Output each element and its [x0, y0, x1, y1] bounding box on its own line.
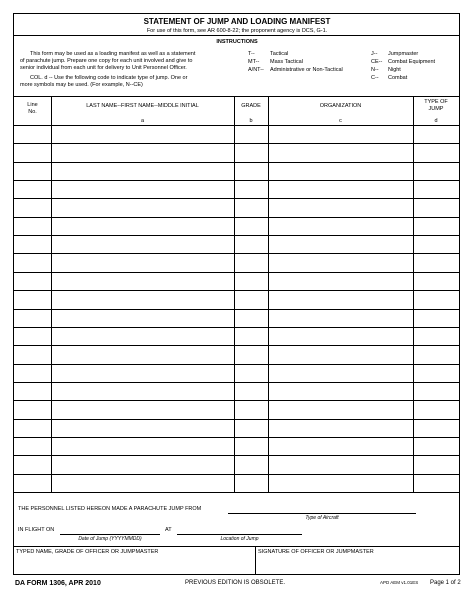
instructions-heading: INSTRUCTIONS [216, 39, 258, 45]
date-of-jump-field[interactable] [60, 534, 160, 535]
divider [13, 546, 460, 547]
col-line-no-header: Line No. [27, 102, 38, 115]
location-of-jump-caption: Location of Jump [220, 536, 259, 542]
table-row[interactable] [13, 272, 460, 273]
table-row[interactable] [13, 217, 460, 218]
table-row[interactable] [13, 437, 460, 438]
edition-note: PREVIOUS EDITION IS OBSOLETE. [185, 580, 286, 586]
column-divider [255, 546, 256, 575]
code-right-3: N-- [371, 67, 379, 73]
form-border [13, 13, 460, 575]
instructions-para2-line1: COL. d -- Use the following code to indicate type of jump. One or [30, 75, 188, 81]
column-divider [51, 96, 52, 492]
column-divider [268, 96, 269, 492]
column-divider [413, 96, 414, 492]
in-flight-on-label: IN FLIGHT ON [18, 527, 55, 533]
col-grade-header: GRADE [241, 103, 261, 109]
jump-statement: THE PERSONNEL LISTED HEREON MADE A PARACHUTE JUMP FROM [18, 506, 202, 512]
table-row[interactable] [13, 400, 460, 401]
location-of-jump-field[interactable] [177, 534, 302, 535]
form-subtitle: For use of this form, see AR 600-8-22; the proponent agency is DCS, G-1. [146, 28, 328, 34]
code-right-4: C-- [371, 75, 379, 81]
table-row[interactable] [13, 125, 460, 126]
type-of-aircraft-caption: Type of Aircraft [305, 515, 339, 521]
code-symbol: T-- [248, 51, 255, 57]
form-code: APD AEM v1.01ES [380, 580, 419, 585]
table-row[interactable] [13, 309, 460, 310]
table-row[interactable] [13, 235, 460, 236]
date-of-jump-caption: Date of Jump (YYYYMMDD) [78, 536, 142, 542]
page-number: Page 1 of 2 [430, 580, 461, 586]
code-left-2-meaning: Mass Tactical [270, 59, 303, 65]
at-label: AT [165, 527, 172, 533]
divider [13, 96, 460, 97]
col-name-letter: a [140, 118, 145, 124]
table-row[interactable] [13, 455, 460, 456]
col-name-header: LAST NAME--FIRST NAME--MIDDLE INITIAL [86, 103, 199, 109]
instructions-para1-line2: of parachute jump. Prepare one copy for each unit involved and give to [20, 58, 193, 64]
table-row[interactable] [13, 419, 460, 420]
code-right-3-meaning: Night [388, 67, 401, 73]
code-left-3: A/NT-- [248, 67, 264, 73]
form-title: STATEMENT OF JUMP AND LOADING MANIFEST [143, 17, 331, 26]
column-divider [234, 96, 235, 492]
divider [13, 492, 460, 493]
table-row[interactable] [13, 143, 460, 144]
col-grade-letter: b [249, 118, 253, 124]
instructions-para1-line3: senior individual from each unit for delivery to Unit Personnel Officer. [20, 65, 187, 71]
code-right-1-meaning: Jumpmaster [388, 51, 419, 57]
code-right-4-meaning: Combat [388, 75, 408, 81]
code-left-3-meaning: Administrative or Non-Tactical [270, 67, 343, 73]
code-right-2-meaning: Combat Equipment [388, 59, 436, 65]
typed-name-label: TYPED NAME, GRADE OF OFFICER OR JUMPMASTER [16, 549, 159, 555]
col-type-letter: d [434, 118, 438, 124]
table-row[interactable] [13, 382, 460, 383]
code-left-2: MT-- [248, 59, 260, 65]
code-left-1-meaning: Tactical [270, 51, 289, 57]
table-row[interactable] [13, 327, 460, 328]
table-row[interactable] [13, 345, 460, 346]
col-org-letter: c [339, 118, 342, 124]
aircraft-field[interactable] [228, 513, 416, 514]
table-row[interactable] [13, 180, 460, 181]
col-org-header: ORGANIZATION [319, 103, 362, 109]
table-row[interactable] [13, 198, 460, 199]
table-row[interactable] [13, 253, 460, 254]
divider [13, 35, 460, 36]
table-row[interactable] [13, 364, 460, 365]
col-type-header: TYPE OF JUMP [424, 99, 448, 112]
instructions-para2-line2: more symbols may be used. (For example, N--CE) [20, 82, 143, 88]
code-right-1: J-- [371, 51, 378, 57]
code-right-2: CE-- [371, 59, 383, 65]
instructions-para1-line1: This form may be used as a loading manifest as well as a statement [30, 51, 196, 57]
form-id: DA FORM 1306, APR 2010 [15, 580, 101, 587]
table-row[interactable] [13, 290, 460, 291]
table-row[interactable] [13, 474, 460, 475]
table-row[interactable] [13, 162, 460, 163]
signature-label: SIGNATURE OF OFFICER OR JUMPMASTER [258, 549, 374, 555]
code-left-1 [248, 51, 255, 59]
